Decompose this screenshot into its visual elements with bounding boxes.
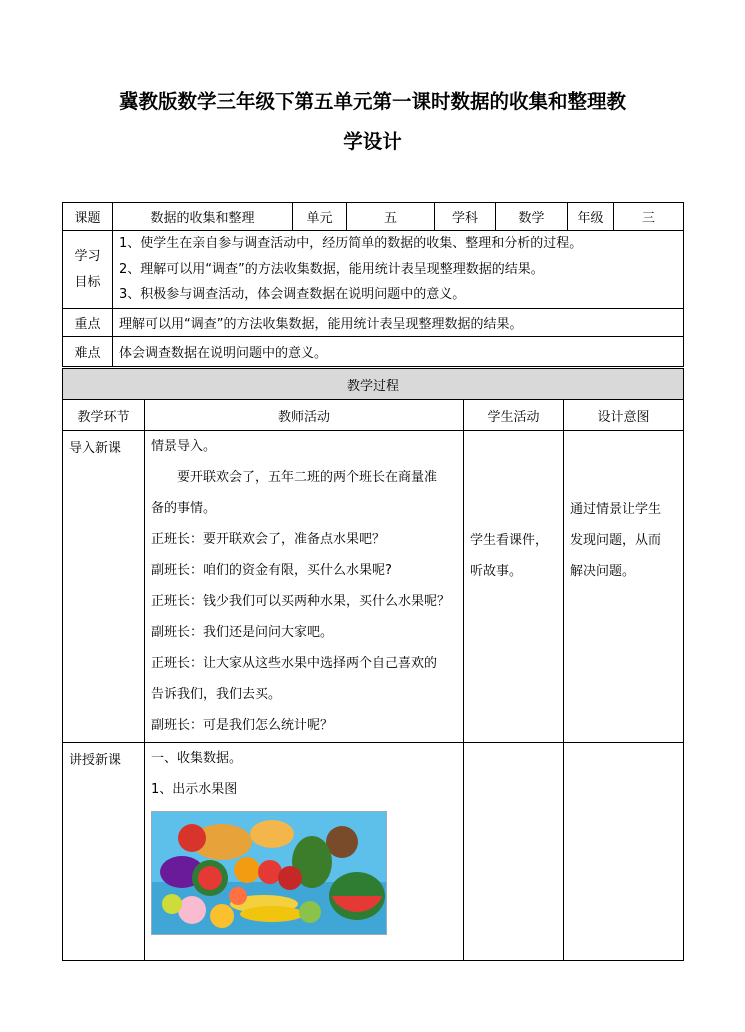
grade-value: 三 bbox=[614, 203, 684, 231]
new-lesson-teacher-activity bbox=[145, 743, 464, 961]
new-lesson-student-activity bbox=[464, 743, 564, 961]
document-title-line-1: 冀教版数学三年级下第五单元第一课时数据的收集和整理教 bbox=[118, 90, 626, 113]
new-lesson-stage: 讲授新课 bbox=[63, 743, 145, 961]
unit-label: 单元 bbox=[293, 203, 347, 231]
intro-line: 正班长：钱少我们可以买两种水果，买什么水果呢？ bbox=[151, 594, 451, 609]
goals-label bbox=[63, 231, 113, 309]
lesson-value: 数据的收集和整理 bbox=[113, 203, 293, 231]
goals-value bbox=[113, 231, 684, 309]
difficulty-row bbox=[63, 337, 684, 367]
lesson-info-row bbox=[63, 203, 684, 231]
intro-line: 备的事情。 bbox=[151, 501, 217, 516]
intro-line: 要开联欢会了，五年二班的两个班长在商量准 bbox=[177, 470, 438, 485]
process-column-header-row bbox=[63, 400, 684, 431]
column-header-intent: 设计意图 bbox=[564, 400, 684, 431]
key-point-label: 重点 bbox=[63, 309, 113, 337]
goal-item: 3、积极参与调查活动，体会调查数据在说明问题中的意义。 bbox=[119, 287, 466, 303]
document-title-line-2: 学设计 bbox=[343, 130, 402, 153]
key-point-row bbox=[63, 309, 684, 337]
design-intent-line: 通过情景让学生 bbox=[570, 502, 662, 517]
intro-row bbox=[63, 431, 684, 743]
student-activity-line: 学生看课件， bbox=[470, 533, 549, 548]
column-header-teacher: 教师活动 bbox=[145, 400, 464, 431]
teaching-process-table bbox=[62, 368, 684, 961]
process-heading: 教学过程 bbox=[63, 369, 684, 400]
grade-label: 年级 bbox=[568, 203, 614, 231]
goal-item: 1、使学生在亲自参与调查活动中，经历简单的数据的收集、整理和分析的过程。 bbox=[119, 236, 583, 252]
intro-student-activity bbox=[464, 431, 564, 743]
column-header-stage: 教学环节 bbox=[63, 400, 145, 431]
intro-line: 正班长：要开联欢会了，准备点水果吧？ bbox=[151, 532, 386, 547]
intro-design-intent bbox=[564, 431, 684, 743]
new-lesson-line: 一、收集数据。 bbox=[151, 751, 243, 766]
student-activity-line: 听故事。 bbox=[470, 564, 523, 579]
key-point-value: 理解可以用“调查”的方法收集数据，能用统计表呈现整理数据的结果。 bbox=[113, 309, 684, 337]
fruit-picture-graphic bbox=[152, 812, 386, 934]
new-lesson-row bbox=[63, 743, 684, 961]
column-header-student: 学生活动 bbox=[464, 400, 564, 431]
subject-value: 数学 bbox=[496, 203, 568, 231]
difficulty-label: 难点 bbox=[63, 337, 113, 367]
lesson-info-table bbox=[62, 202, 684, 367]
intro-stage: 导入新课 bbox=[63, 431, 145, 743]
intro-line: 副班长：可是我们怎么统计呢？ bbox=[151, 718, 334, 733]
intro-line: 副班长：我们还是问问大家吧。 bbox=[151, 625, 334, 640]
difficulty-value: 体会调查数据在说明问题中的意义。 bbox=[113, 337, 684, 367]
goals-label-line-2: 目标 bbox=[74, 274, 101, 290]
goal-item: 2、理解可以用“调查”的方法收集数据，能用统计表呈现整理数据的结果。 bbox=[119, 261, 544, 277]
subject-label: 学科 bbox=[435, 203, 496, 231]
intro-line: 正班长：让大家从这些水果中选择两个自己喜欢的 bbox=[151, 656, 438, 671]
goals-row bbox=[63, 231, 684, 309]
new-lesson-line: 1、出示水果图 bbox=[151, 782, 238, 797]
design-intent-line: 发现问题，从而 bbox=[570, 533, 662, 548]
lesson-label: 课题 bbox=[63, 203, 113, 231]
process-heading-row bbox=[63, 369, 684, 400]
fruit-picture bbox=[151, 811, 387, 935]
design-intent-line: 解决问题。 bbox=[570, 564, 636, 579]
goals-label-line-1: 学习 bbox=[74, 248, 101, 264]
intro-line: 情景导入。 bbox=[151, 439, 217, 454]
new-lesson-design-intent bbox=[564, 743, 684, 961]
unit-value: 五 bbox=[347, 203, 435, 231]
intro-teacher-activity bbox=[145, 431, 464, 743]
intro-line: 告诉我们，我们去买。 bbox=[151, 687, 282, 702]
intro-line: 副班长：咱们的资金有限，买什么水果呢? bbox=[151, 563, 392, 578]
